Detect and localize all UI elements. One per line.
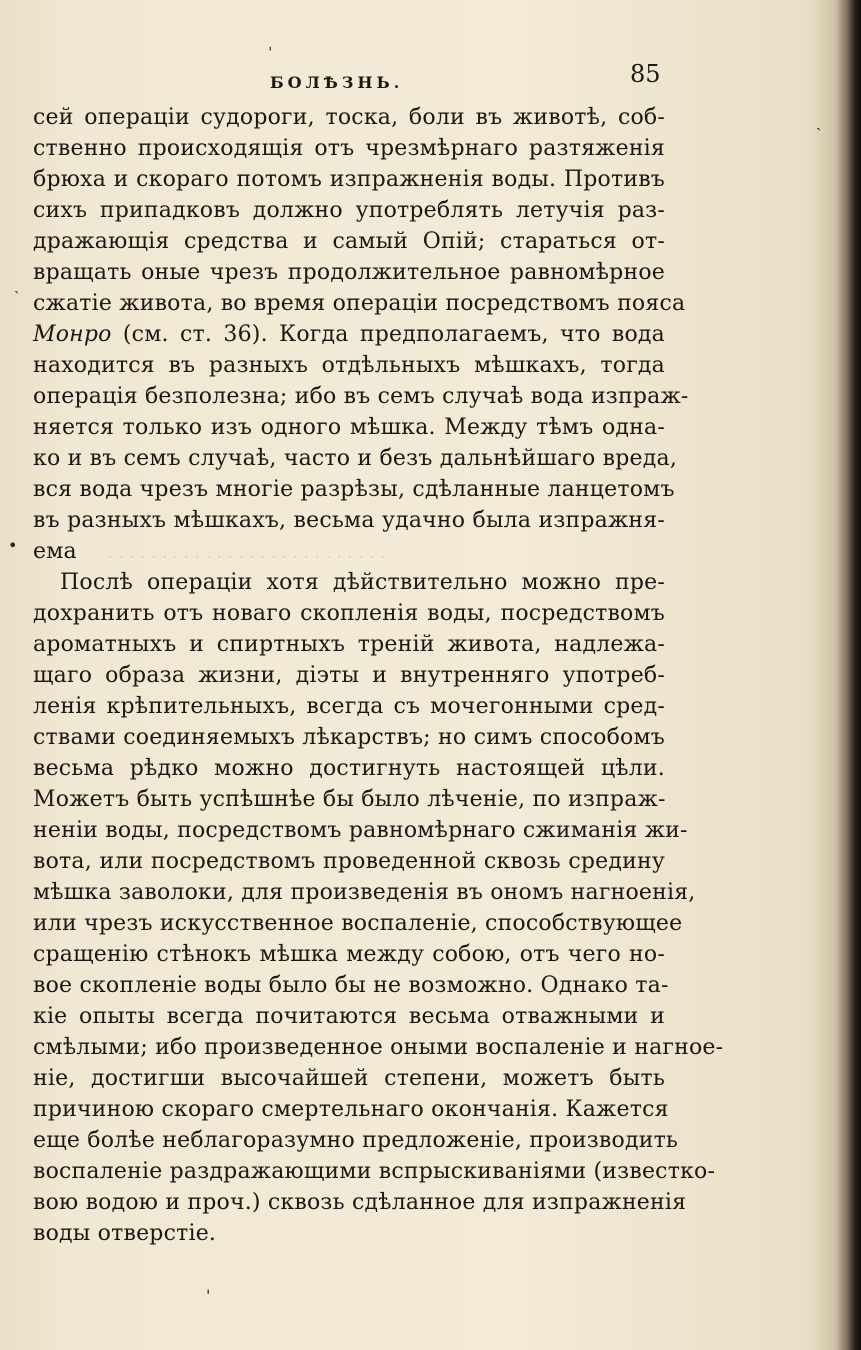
text-line: вся вода чрезъ многіе разрѣзы, сдѣланные ланцетомъ xyxy=(33,477,675,502)
text-line: вота, или посредствомъ проведенной сквозь средину xyxy=(33,849,665,874)
text-line: ніе, достигши высочайшей степени, можетъ быть xyxy=(33,1066,665,1091)
text-line: находится въ разныхъ отдѣльныхъ мѣшкахъ, тогда xyxy=(33,353,665,378)
running-title: БОЛѢЗНЬ. xyxy=(270,73,404,92)
author-name: Монро xyxy=(33,322,112,347)
text-line: воды отверстіе. xyxy=(33,1221,217,1246)
text-line: вою водою и проч.) сквозь сдѣланное для изпражненія xyxy=(33,1190,687,1215)
text-line: Можетъ быть успѣшнѣе бы было лѣченіе, по изпраж- xyxy=(33,787,666,812)
text-line: или чрезъ искусственное воспаленіе, способствующее xyxy=(33,911,683,936)
text-line: еще болѣе неблагоразумно предложеніе, производить xyxy=(33,1128,679,1153)
text-line: няется только изъ одного мѣшка. Между тѣмъ одна- xyxy=(33,415,665,440)
paragraph-1 xyxy=(33,102,689,567)
text-line: ема xyxy=(33,539,77,564)
text-line: ленія крѣпительныхъ, всегда съ мочегонными сред- xyxy=(33,694,665,719)
text-line: мѣшка заволоки, для произведенія въ ономъ нагноенія, xyxy=(33,880,696,905)
text-line: неніи воды, посредствомъ равномѣрнаго сжиманія жи- xyxy=(33,818,688,843)
text-line: сращенію стѣнокъ мѣшка между собою, отъ чего но- xyxy=(33,942,665,967)
paragraph-2 xyxy=(33,567,724,1249)
text-line: ко и въ семъ случаѣ, часто и безъ дальнѣйшаго вреда, xyxy=(33,446,678,471)
ink-speck: ' xyxy=(206,1286,211,1305)
text-line: Монро (см. ст. 36). Когда предполагаемъ, что вода xyxy=(33,322,665,347)
text-line: причиною скораго смертельнаго окончанія. Кажется xyxy=(33,1097,669,1122)
ink-speck: • xyxy=(8,536,18,555)
text-line: вращать оные чрезъ продолжительное равномѣрное xyxy=(33,260,665,285)
text-line: весьма рѣдко можно достигнуть настоящей цѣли. xyxy=(33,756,665,781)
text-line: ственно происходящія отъ чрезмѣрнаго разтяженія xyxy=(33,136,665,161)
ink-speck: ˎ xyxy=(14,275,20,294)
text-line: воспаленіе раздражающими вспрыскиваніями (известко- xyxy=(33,1159,716,1184)
text-line: сихъ припадковъ должно употреблять летучія раз- xyxy=(33,198,665,223)
text-line: дражающія средства и самый Опій; стараться от- xyxy=(33,229,665,254)
ink-speck: ˈ xyxy=(268,44,273,63)
text-line: операція безполезна; ибо въ семъ случаѣ вода изпраж- xyxy=(33,384,689,409)
page-number: 85 xyxy=(630,60,661,88)
text-line: брюха и скораго потомъ изпражненія воды. Противъ xyxy=(33,167,665,192)
text-line: кіе опыты всегда почитаются весьма отважными и xyxy=(33,1004,665,1029)
text-line: сжатіе живота, во время операціи посредствомъ пояса xyxy=(33,291,686,316)
text-line: ствами соединяемыхъ лѣкарствъ; но симъ способомъ xyxy=(33,725,665,750)
body-text xyxy=(33,102,724,1249)
text-line: въ разныхъ мѣшкахъ, весьма удачно была изпражня- xyxy=(33,508,665,533)
text-line: Послѣ операціи хотя дѣйствительно можно пре- xyxy=(60,570,665,595)
text-line: щаго образа жизни, діэты и внутренняго употреб- xyxy=(33,663,665,688)
text-line: дохранить отъ новаго скопленія воды, посредствомъ xyxy=(33,601,665,626)
text-line: вое скопленіе воды было бы не возможно. Однако та- xyxy=(33,973,669,998)
text-line: ароматныхъ и спиртныхъ треній живота, надлежа- xyxy=(33,632,665,657)
page-edge-shadow xyxy=(837,0,861,1350)
text-line: сей операціи судороги, тоска, боли въ животѣ, соб- xyxy=(33,105,665,130)
ink-speck: ˎ xyxy=(816,112,822,131)
text-line: смѣлыми; ибо произведенное оными воспаленіе и нагное- xyxy=(33,1035,724,1060)
bleed-through-text: · · · · · · · · · · · · · · · · · · · · · · · · · · xyxy=(108,550,386,564)
running-head xyxy=(0,0,861,110)
